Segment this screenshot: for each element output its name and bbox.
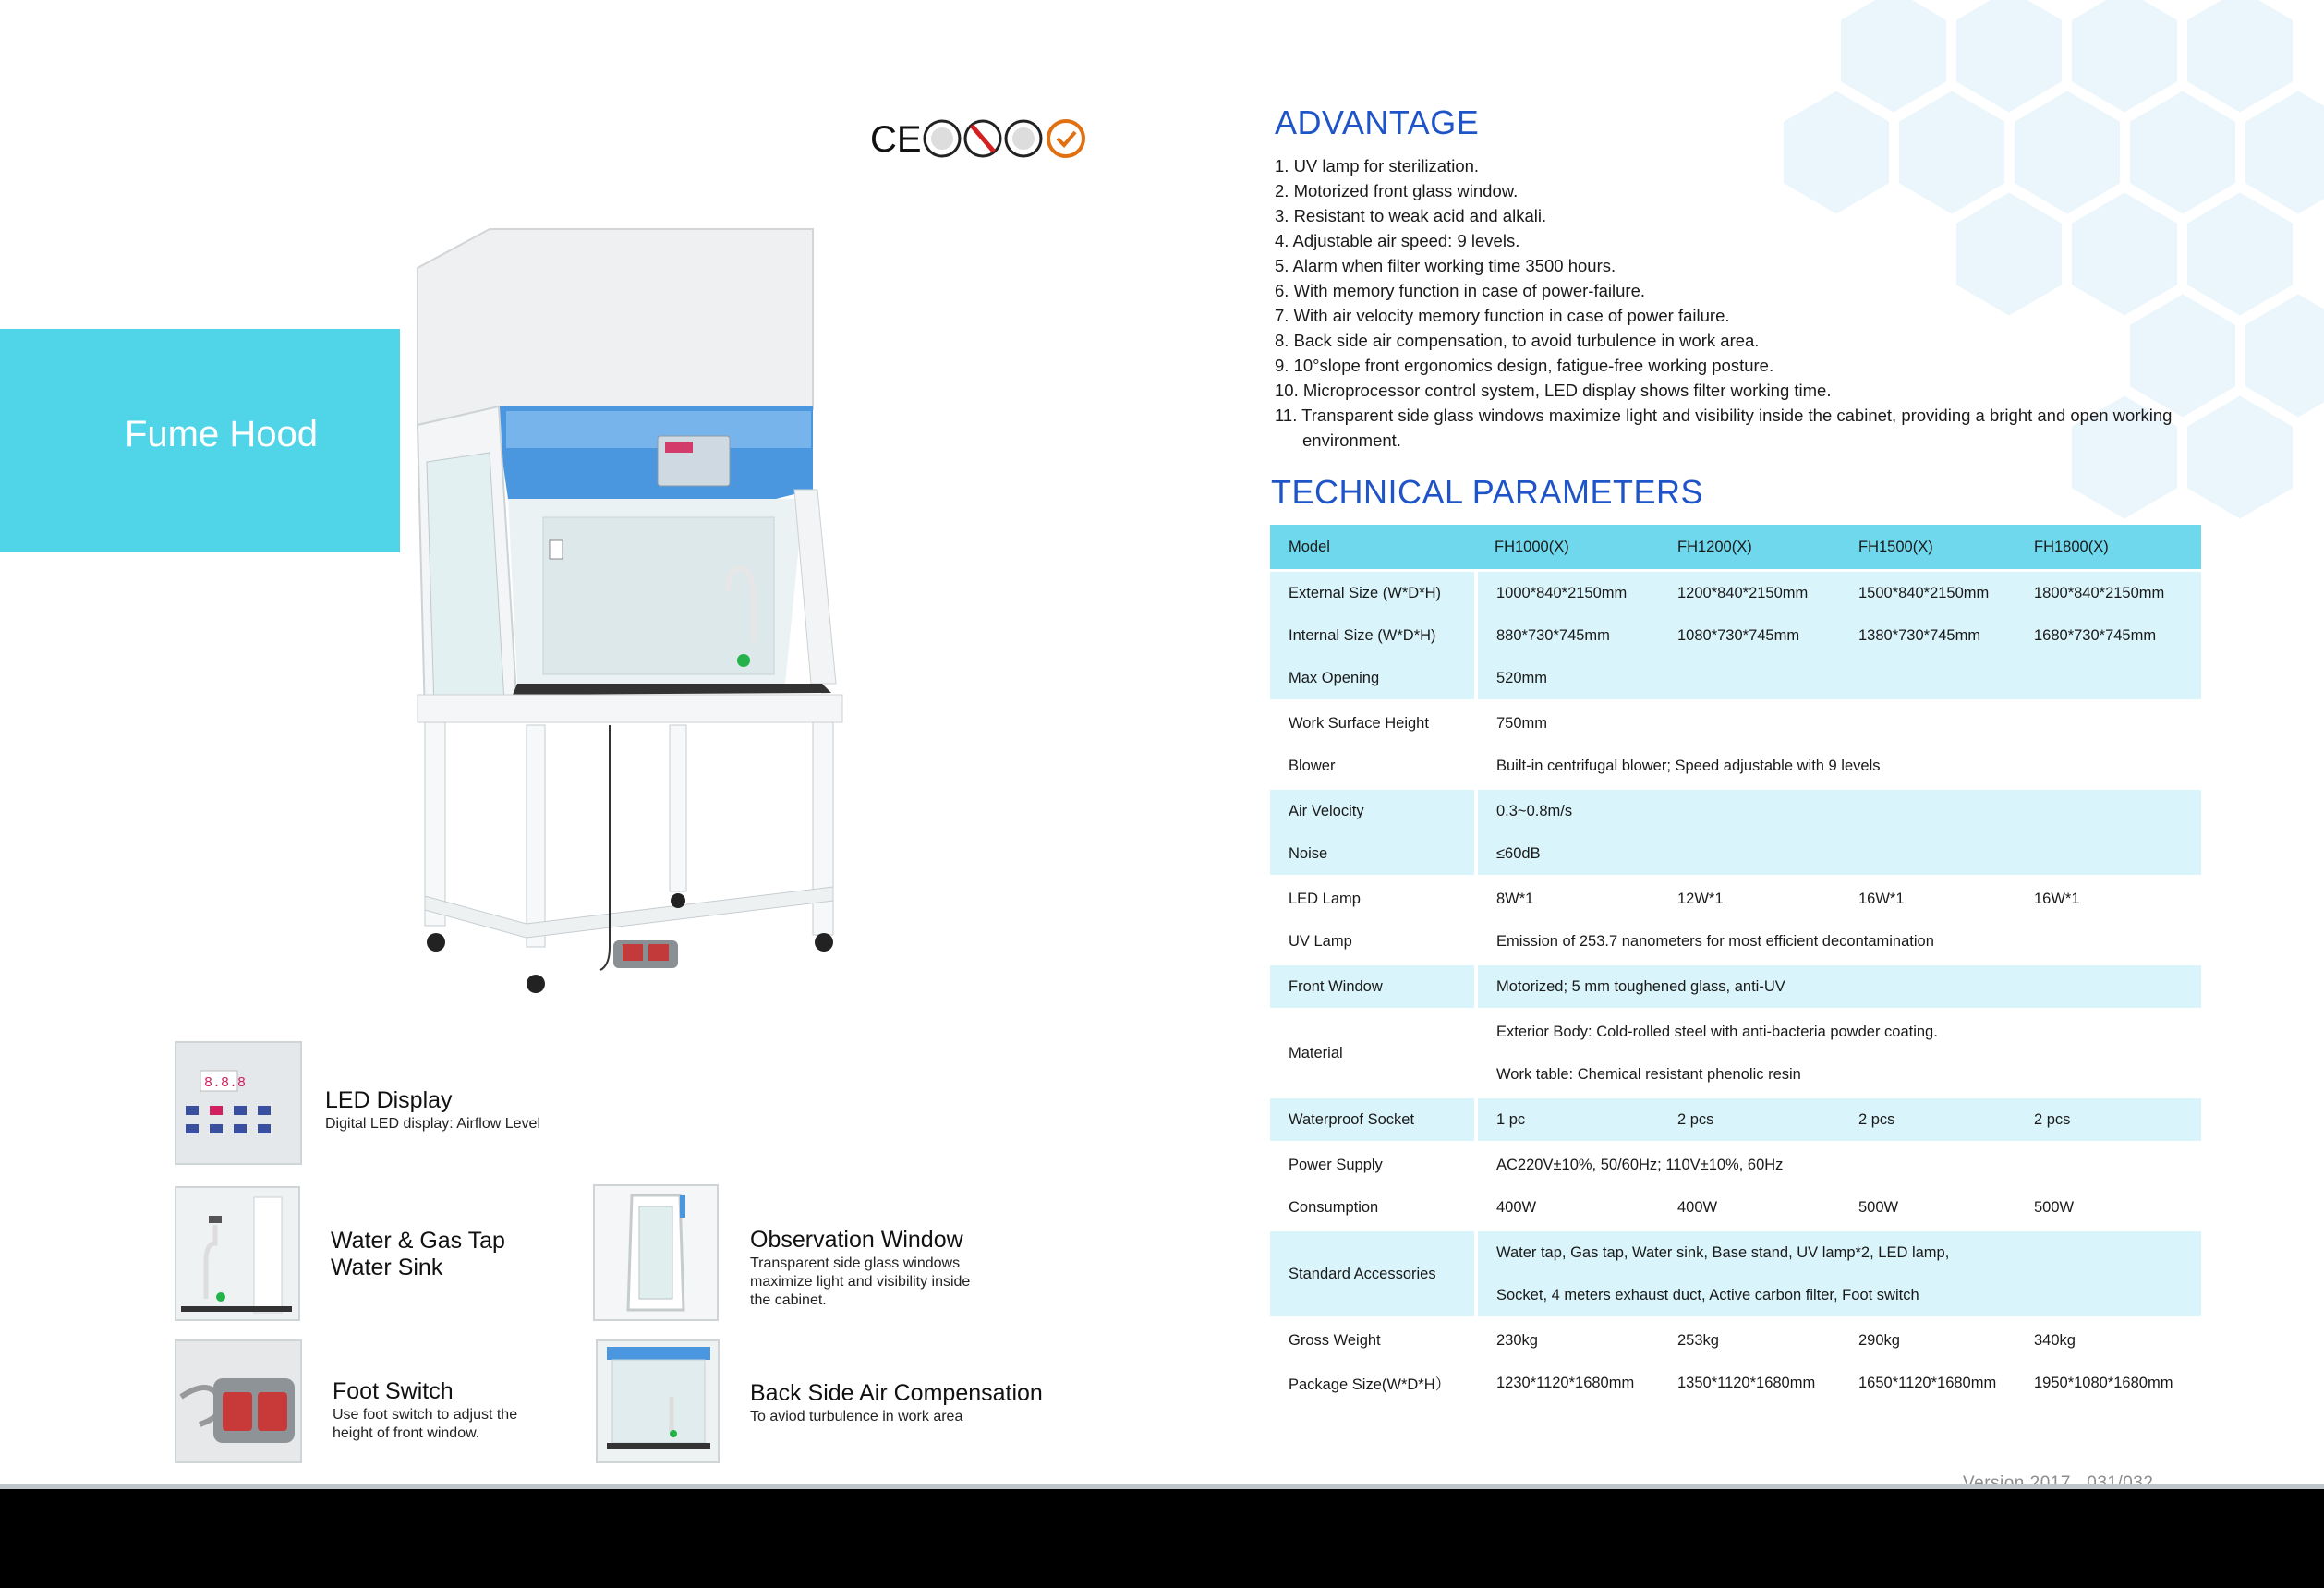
feature-led-display-title: LED Display xyxy=(325,1087,453,1113)
table-cell: ≤60dB xyxy=(1476,832,2201,877)
table-cell: 520mm xyxy=(1476,657,2201,701)
table-cell: 400W xyxy=(1659,1186,1840,1230)
table-cell: Noise xyxy=(1270,832,1476,877)
table-cell: Motorized; 5 mm toughened glass, anti-UV xyxy=(1476,964,2201,1010)
table-cell: Work Surface Height xyxy=(1270,701,1476,746)
table-cell: 2 pcs xyxy=(2015,1097,2201,1143)
table-cell: Front Window xyxy=(1270,964,1476,1010)
table-row xyxy=(1270,877,2201,921)
table-cell: 1230*1120*1680mm xyxy=(1476,1362,1659,1406)
iso-14001-icon xyxy=(965,121,1000,156)
chamber-icon xyxy=(598,1341,718,1461)
feature-led-display-subtitle: Digital LED display: Airflow Level xyxy=(325,1116,540,1132)
advantage-item: 3. Resistant to weak acid and alkali. xyxy=(1275,206,1547,225)
table-cell: Material xyxy=(1270,1010,1476,1097)
foot-switch-thumbnail xyxy=(175,1339,302,1463)
table-header-cell: FH1500(X) xyxy=(1840,525,2015,571)
table-row xyxy=(1270,832,2201,877)
table-cell: Consumption xyxy=(1270,1186,1476,1230)
table-cell: 12W*1 xyxy=(1659,877,1840,921)
table-cell: Socket, 4 meters exhaust duct, Active carbon filter, Foot switch xyxy=(1476,1274,2201,1318)
table-cell: 8W*1 xyxy=(1476,877,1659,921)
ce-mark-icon xyxy=(870,119,922,160)
iso-9001-icon xyxy=(925,121,960,156)
advantage-item: 9. 10°slope front ergonomics design, fatigue-free working posture. xyxy=(1275,356,1774,375)
led-display-thumbnail xyxy=(175,1041,302,1165)
table-row xyxy=(1270,614,2201,657)
back-side-air-thumbnail xyxy=(596,1339,720,1463)
table-row xyxy=(1270,571,2201,615)
advantage-item: 2. Motorized front glass window. xyxy=(1275,181,1519,200)
tap-icon xyxy=(176,1188,298,1319)
table-cell: 1950*1080*1680mm xyxy=(2015,1362,2201,1406)
advantage-item: 5. Alarm when filter working time 3500 hours. xyxy=(1275,256,1616,275)
table-cell: Water tap, Gas tap, Water sink, Base stand, UV lamp*2, LED lamp, xyxy=(1476,1230,2201,1275)
table-cell: 1350*1120*1680mm xyxy=(1659,1362,1840,1406)
table-cell: UV Lamp xyxy=(1270,920,1476,964)
table-cell: Standard Accessories xyxy=(1270,1230,1476,1318)
table-cell: Power Supply xyxy=(1270,1143,1476,1187)
table-cell: 1200*840*2150mm xyxy=(1659,571,1840,615)
table-cell: 2 pcs xyxy=(1840,1097,2015,1143)
table-header-cell: FH1200(X) xyxy=(1659,525,1840,571)
feature-foot-switch-line-1: Use foot switch to adjust the xyxy=(333,1407,518,1423)
feature-observation-window-line-2: maximize light and visibility inside xyxy=(750,1274,971,1290)
certification-logos xyxy=(870,116,1092,161)
table-cell: 253kg xyxy=(1659,1318,1840,1363)
table-cell: Exterior Body: Cold-rolled steel with anti-bacteria powder coating. xyxy=(1476,1010,2201,1054)
table-cell: 1 pc xyxy=(1476,1097,1659,1143)
table-cell: 340kg xyxy=(2015,1318,2201,1363)
table-cell: 290kg xyxy=(1840,1318,2015,1363)
feature-back-side-air-title: Back Side Air Compensation xyxy=(750,1380,1043,1406)
table-row xyxy=(1270,745,2201,789)
table-header-cell: Model xyxy=(1270,525,1476,571)
feature-foot-switch-title: Foot Switch xyxy=(333,1378,454,1404)
table-row xyxy=(1270,1230,2201,1275)
table-cell: Waterproof Socket xyxy=(1270,1097,1476,1143)
technical-parameters-table xyxy=(1270,525,2201,1407)
table-row xyxy=(1270,1143,2201,1187)
technical-heading: TECHNICAL PARAMETERS xyxy=(1271,473,1704,511)
advantage-item: 1. UV lamp for sterilization. xyxy=(1275,156,1480,176)
water-gas-tap-thumbnail xyxy=(175,1186,300,1321)
table-cell: 230kg xyxy=(1476,1318,1659,1363)
table-cell: Emission of 253.7 nanometers for most efficient decontamination xyxy=(1476,920,2201,964)
table-cell: 2 pcs xyxy=(1659,1097,1840,1143)
feature-observation-window-line-1: Transparent side glass windows xyxy=(750,1255,961,1271)
advantage-item: 7. With air velocity memory function in case of power failure. xyxy=(1275,306,1730,325)
table-row xyxy=(1270,964,2201,1010)
table-row xyxy=(1270,1097,2201,1143)
led-panel-icon xyxy=(176,1043,300,1163)
table-row xyxy=(1270,701,2201,746)
foot-switch-icon xyxy=(176,1341,300,1461)
table-cell: 0.3~0.8m/s xyxy=(1476,789,2201,833)
table-header-cell: FH1000(X) xyxy=(1476,525,1659,571)
table-cell: 1000*840*2150mm xyxy=(1476,571,1659,615)
table-cell: LED Lamp xyxy=(1270,877,1476,921)
table-cell: 500W xyxy=(1840,1186,2015,1230)
svg-text:CE: CE xyxy=(870,119,922,160)
side-window-icon xyxy=(595,1186,717,1319)
table-cell: 16W*1 xyxy=(1840,877,2015,921)
table-cell: 400W xyxy=(1476,1186,1659,1230)
advantage-item: 11. Transparent side glass windows maximize light and visibility inside the cabinet, providing a bright and open working environment. xyxy=(1275,406,2173,450)
feature-water-sink-title: Water Sink xyxy=(331,1255,443,1280)
table-cell: Gross Weight xyxy=(1270,1318,1476,1363)
table-cell: 1800*840*2150mm xyxy=(2015,571,2201,615)
table-cell: 1380*730*745mm xyxy=(1840,614,2015,657)
table-cell: Max Opening xyxy=(1270,657,1476,701)
advantage-item: 6. With memory function in case of power-failure. xyxy=(1275,281,1645,300)
table-cell: 500W xyxy=(2015,1186,2201,1230)
table-row xyxy=(1270,1186,2201,1230)
table-row xyxy=(1270,657,2201,701)
advantage-list xyxy=(1275,153,2198,453)
table-cell: 1500*840*2150mm xyxy=(1840,571,2015,615)
table-header-row xyxy=(1270,525,2201,571)
title-banner xyxy=(0,329,400,552)
table-cell: 1680*730*745mm xyxy=(2015,614,2201,657)
table-row xyxy=(1270,1318,2201,1363)
feature-foot-switch-line-2: height of front window. xyxy=(333,1425,480,1441)
table-cell: Internal Size (W*D*H) xyxy=(1270,614,1476,657)
iso-13485-icon xyxy=(1006,121,1041,156)
table-row xyxy=(1270,920,2201,964)
table-row xyxy=(1270,1362,2201,1406)
feature-water-gas-tap-title: Water & Gas Tap xyxy=(331,1228,505,1254)
advantage-item: 10. Microprocessor control system, LED display shows filter working time. xyxy=(1275,381,1832,400)
advantage-item: 4. Adjustable air speed: 9 levels. xyxy=(1275,231,1520,250)
feature-back-side-air-subtitle: To aviod turbulence in work area xyxy=(750,1409,963,1424)
table-cell: Package Size(W*D*H） xyxy=(1270,1362,1476,1406)
table-cell: AC220V±10%, 50/60Hz; 110V±10%, 60Hz xyxy=(1476,1143,2201,1187)
table-header-cell: FH1800(X) xyxy=(2015,525,2201,571)
table-cell: 16W*1 xyxy=(2015,877,2201,921)
advantage-heading: ADVANTAGE xyxy=(1275,103,1480,141)
table-cell: 1080*730*745mm xyxy=(1659,614,1840,657)
table-cell: Work table: Chemical resistant phenolic resin xyxy=(1476,1053,2201,1097)
table-row xyxy=(1270,1010,2201,1054)
table-cell: Air Velocity xyxy=(1270,789,1476,833)
bottom-black-bar xyxy=(0,1489,2324,1588)
fume-hood-product-image xyxy=(388,222,868,1016)
table-cell: 1650*1120*1680mm xyxy=(1840,1362,2015,1406)
led-readout: 8.8.8 xyxy=(204,1075,247,1091)
advantage-item: 8. Back side air compensation, to avoid turbulence in work area. xyxy=(1275,331,1760,350)
sgs-icon xyxy=(1048,121,1083,156)
feature-observation-window-title: Observation Window xyxy=(750,1227,963,1253)
table-cell: 750mm xyxy=(1476,701,2201,746)
table-cell: External Size (W*D*H) xyxy=(1270,571,1476,615)
feature-observation-window-line-3: the cabinet. xyxy=(750,1292,827,1308)
table-cell: Blower xyxy=(1270,745,1476,789)
page-title: Fume Hood xyxy=(125,414,318,455)
table-cell: 880*730*745mm xyxy=(1476,614,1659,657)
table-cell: Built-in centrifugal blower; Speed adjustable with 9 levels xyxy=(1476,745,2201,789)
observation-window-thumbnail xyxy=(593,1184,719,1321)
table-row xyxy=(1270,789,2201,833)
